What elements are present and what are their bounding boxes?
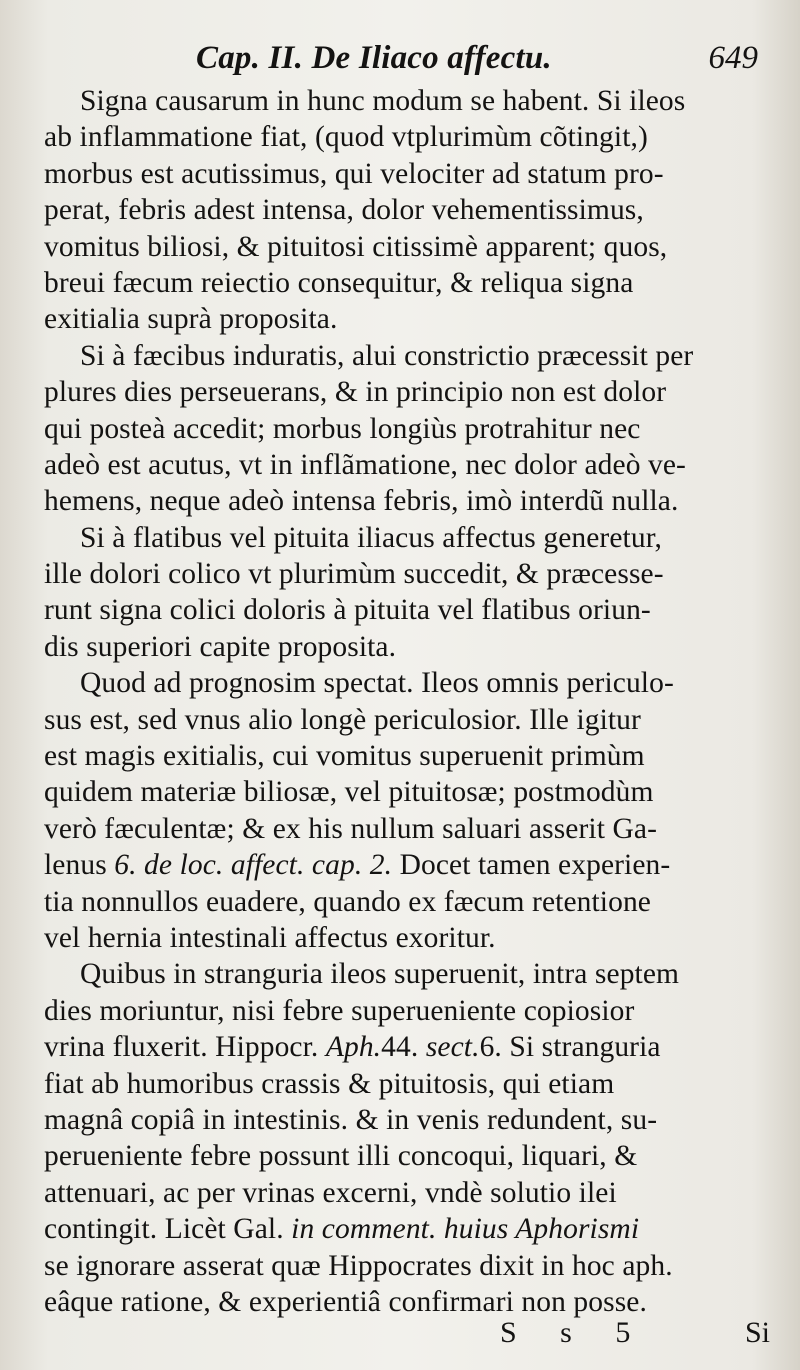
italic-citation: in comment. huius Aphorismi <box>291 1213 640 1246</box>
text-line: breui fæcum reiectio consequitur, & reliqua signa <box>44 266 634 299</box>
text-segment: Docet tamen experien- <box>392 849 671 882</box>
text-line: attenuari, ac per vrinas excerni, vndè solutio ilei <box>44 1176 617 1209</box>
text-line: dies moriuntur, nisi febre superueniente copiosior <box>44 994 635 1027</box>
text-line: qui posteà accedit; morbus longiùs protrahitur nec <box>44 412 641 445</box>
text-segment: lenus <box>44 849 115 882</box>
italic-citation: Aph. <box>325 1031 382 1064</box>
text-line: hemens, neque adeò intensa febris, imò interdũ nulla. <box>44 485 679 518</box>
text-line: magnâ copiâ in intestinis. & in venis redundent, su- <box>44 1103 658 1136</box>
text-line: ille dolori colico vt plurimùm succedit, & præcesse- <box>44 558 664 591</box>
text-line: vomitus biliosi, & pituitosi citissimè apparent; quos, <box>44 230 668 263</box>
text-line: morbus est acutissimus, qui velociter ad statum pro- <box>44 157 664 190</box>
text-line: Quod ad prognosim spectat. Ileos omnis periculo- <box>80 667 674 700</box>
text-line: Signa causarum in hunc modum se habent. Si ileos <box>80 85 686 117</box>
text-line: plures dies perseuerans, & in principio non est dolor <box>44 376 667 409</box>
text-line: verò fæculentæ; & ex his nullum saluari asserit Ga- <box>44 812 657 845</box>
text-line: adeò est acutus, vt in inflãmatione, nec dolor adeò ve- <box>44 448 686 481</box>
text-line: se ignorare asserat quæ Hippocrates dixit in hoc aph. <box>44 1249 673 1282</box>
text-line <box>44 1029 760 1065</box>
text-line <box>44 1211 760 1247</box>
text-line: Quibus in stranguria ileos superuenit, intra septem <box>80 958 680 991</box>
text-segment: 6. Si stranguria <box>479 1031 661 1064</box>
text-line: est magis exitialis, cui vomitus superuenit primùm <box>44 740 645 773</box>
body-text <box>44 83 760 1320</box>
text-segment: vrina fluxerit. Hippocr. <box>44 1031 326 1064</box>
text-line: Si à flatibus vel pituita iliacus affectus generetur, <box>80 521 662 554</box>
running-head: Cap. II. De Iliaco affectu. <box>196 40 552 76</box>
text-segment: 44. <box>381 1031 426 1064</box>
text-line: eâque ratione, & experientiâ confirmari non posse. <box>44 1285 647 1318</box>
text-line: sus est, sed vnus alio longè periculosior. Ille igitur <box>44 703 641 736</box>
text-line: exitialia suprà proposita. <box>44 303 338 336</box>
text-line: vel hernia intestinali affectus exoritur. <box>44 921 496 954</box>
text-line: fiat ab humoribus crassis & pituitosis, qui etiam <box>44 1067 615 1100</box>
page-footer <box>500 1316 770 1360</box>
text-line <box>44 847 760 883</box>
text-line: dis superiori capite proposita. <box>44 630 397 663</box>
text-line: perueniente febre possunt illi concoqui, liquari, & <box>44 1140 638 1173</box>
italic-citation: 6. de loc. affect. cap. 2. <box>114 849 393 882</box>
signature-mark: S s 5 <box>500 1316 649 1349</box>
italic-citation: sect. <box>425 1031 480 1064</box>
text-line: tia nonnullos euadere, quando ex fæcum retentione <box>44 885 651 918</box>
catchword: Si <box>744 1316 770 1349</box>
text-line: runt signa colici doloris à pituita vel flatibus oriun- <box>44 594 651 627</box>
text-line: perat, febris adest intensa, dolor vehementissimus, <box>44 194 644 227</box>
text-line: quidem materiæ biliosæ, vel pituitosæ; postmodùm <box>44 776 654 809</box>
page-number: 649 <box>708 40 758 76</box>
text-line: Si à fæcibus induratis, alui constrictio præcessit per <box>80 339 694 372</box>
text-line: ab inflammatione fiat, (quod vtplurimùm cõtingit,) <box>44 121 648 154</box>
text-segment: contingit. Licèt Gal. <box>44 1213 292 1246</box>
